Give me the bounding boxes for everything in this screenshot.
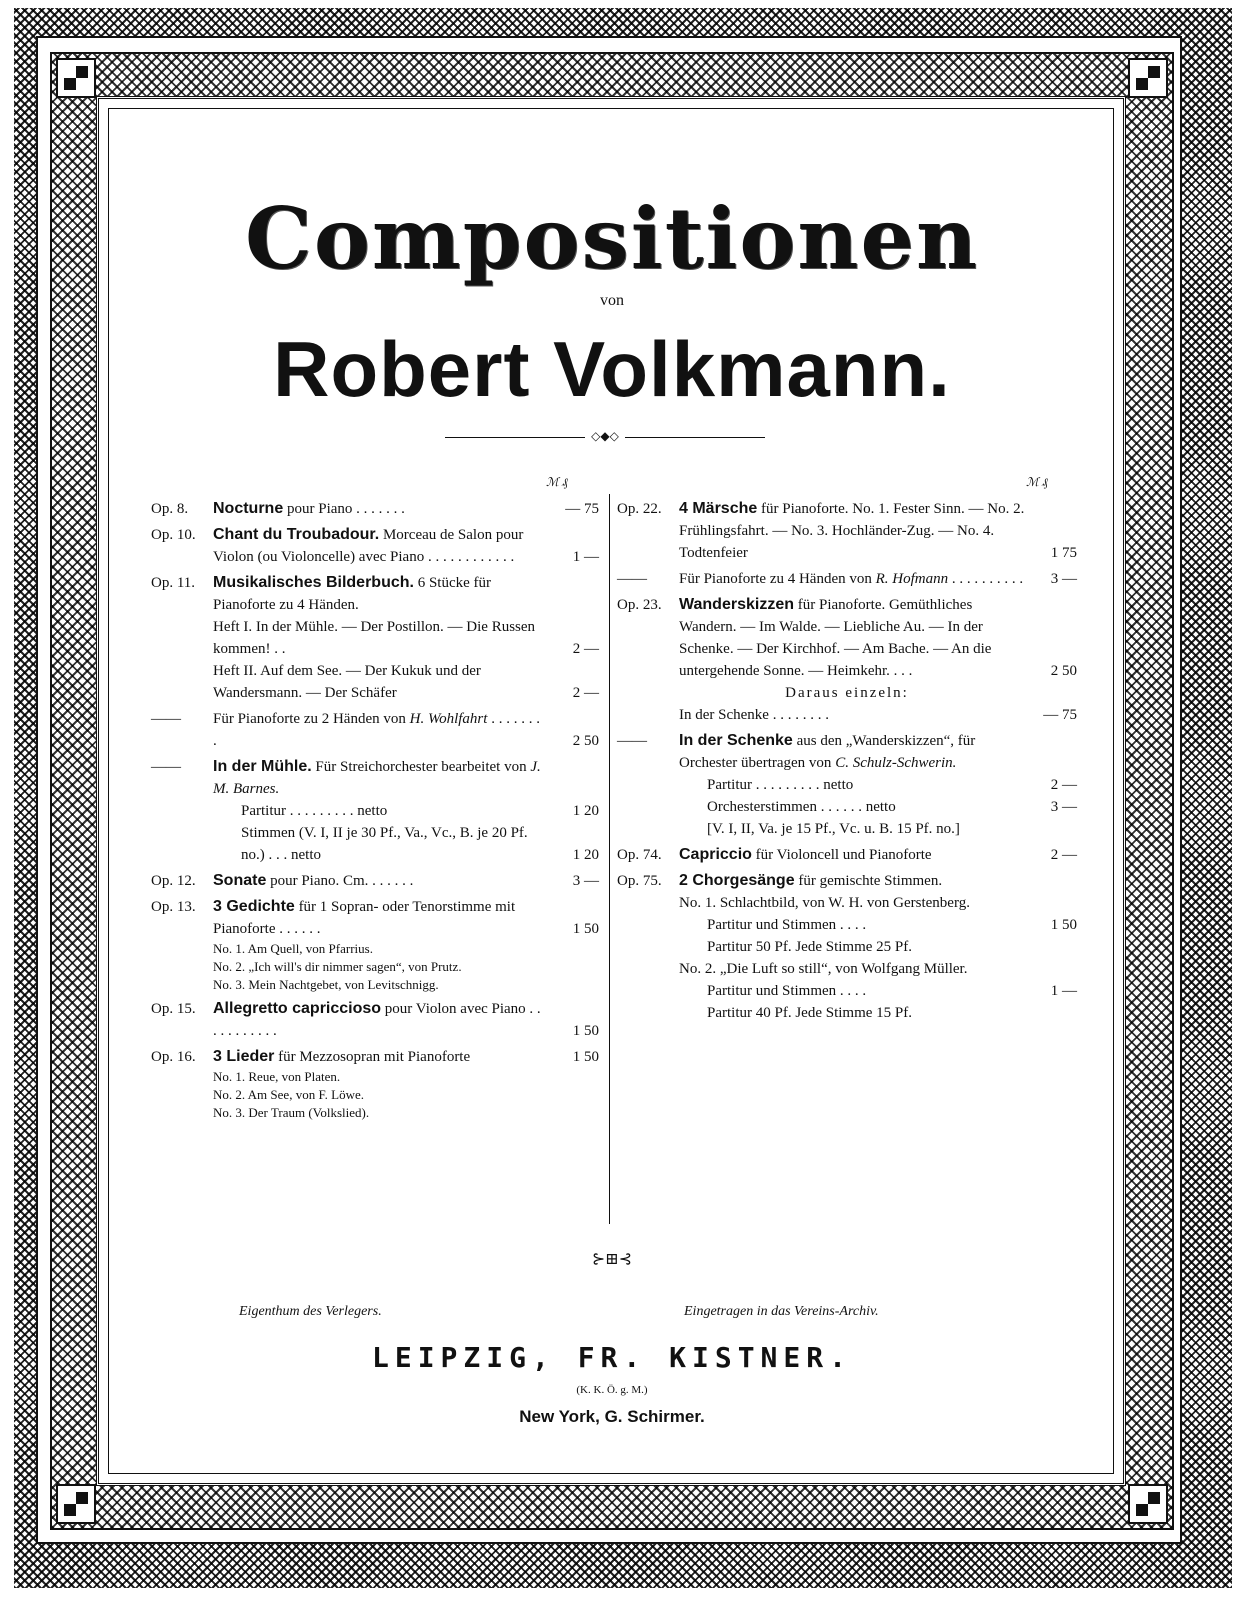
catalog-entry [617, 892, 1077, 914]
entry-description [707, 796, 1025, 818]
arranger-name: R. Hofmann [875, 571, 949, 587]
entry-edition: Partitur 40 Pf. Jede Stimme 15 Pf. [707, 1005, 912, 1021]
work-title: In der Mühle. [213, 758, 312, 775]
opus-number: Op. 74. [617, 847, 662, 863]
work-title: Wanderskizzen [679, 596, 794, 613]
catalog-entry [151, 1068, 599, 1086]
catalog-entry [151, 940, 599, 958]
entry-description [707, 1002, 1025, 1024]
catalog-entry [151, 1104, 599, 1122]
price: 1 20 [572, 803, 599, 819]
catalog-entry [617, 594, 1077, 682]
entry-edition: Orchesterstimmen . . . . . . netto [707, 799, 896, 815]
catalog-entry [617, 704, 1077, 726]
entry-description [213, 572, 547, 616]
entry-part: No. 1. Schlachtbild, von W. H. von Gerstenberg. [679, 895, 970, 911]
work-details: für 1 Sopran- oder Tenorstimme mit Pianoforte . . . . . . [213, 899, 516, 937]
entry-description [213, 998, 547, 1042]
work-details: für Pianoforte. Gemüthliches Wandern. — Im Walde. — Liebliche Au. — In der Schenke. — Der Kirchhof. — Am Bache. — An die untergehende Sonne. — Heimkehr. . . . [679, 597, 992, 679]
opus-number: Op. 10. [151, 527, 196, 543]
entry-description [213, 896, 547, 940]
price: 1 75 [1050, 545, 1077, 561]
entry-edition: Partitur und Stimmen . . . . [707, 917, 867, 933]
corner-ornament-icon [56, 58, 96, 98]
catalog-entry [617, 730, 1077, 774]
opus-number: Op. 11. [151, 575, 196, 591]
entry-part: Heft I. In der Mühle. — Der Postillon. — Die Russen kommen! . . [213, 619, 536, 657]
catalog-entry [151, 756, 599, 800]
work-title: 3 Gedichte [213, 898, 295, 915]
bottom-ornament-icon: ⊱⊞⊰ [591, 1251, 633, 1268]
price: — 75 [1043, 707, 1077, 723]
opus-number: Op. 13. [151, 899, 196, 915]
opus-number: Op. 23. [617, 597, 662, 613]
price: 2 — [572, 685, 599, 701]
entry-description [241, 822, 547, 866]
work-title: Nocturne [213, 500, 284, 517]
price: 3 — [572, 873, 599, 889]
entry-edition: Partitur . . . . . . . . . netto [707, 777, 854, 793]
catalog-entry [151, 524, 599, 568]
entry-description [241, 800, 547, 822]
entry-part: No. 2. „Die Luft so still“, von Wolfgang Müller. [679, 961, 968, 977]
entry-song: No. 3. Der Traum (Volkslied). [213, 1105, 370, 1120]
catalog-entry [617, 1002, 1077, 1024]
arranger-name: J. M. Barnes. [213, 759, 541, 797]
entry-edition: [V. I, II, Va. je 15 Pf., Vc. u. B. 15 Pf. no.] [707, 821, 960, 837]
entry-description [213, 708, 547, 752]
entry-description [213, 498, 547, 520]
catalog-entry [151, 616, 599, 660]
corner-ornament-icon [1128, 58, 1168, 98]
catalog-entry [151, 822, 599, 866]
work-details: Morceau de Salon pour Violon (ou Violoncelle) avec Piano . . . . . . . . . . . . [213, 527, 524, 565]
entry-description [679, 958, 1025, 980]
catalog-entry [151, 800, 599, 822]
arranger-name: C. Schulz-Schwerin. [835, 755, 957, 771]
opus-number: Op. 75. [617, 873, 662, 889]
work-title: In der Schenke [679, 732, 793, 749]
catalog-entry [151, 498, 599, 520]
entry-description [679, 870, 1025, 892]
entry-song: No. 2. Am See, von F. Löwe. [213, 1087, 364, 1102]
currency-header-right: ℳ ₰ [1026, 475, 1048, 489]
work-title: Allegretto capriccioso [213, 1000, 382, 1017]
opus-number: Op. 12. [151, 873, 196, 889]
page-title: Compositionen [244, 189, 980, 288]
work-details: für Mezzosopran mit Pianoforte [274, 1049, 471, 1065]
entry-description [679, 568, 1025, 590]
catalog-entry [617, 980, 1077, 1002]
arrangement-text: aus den „Wanderskizzen“, für Orchester übertragen von [679, 733, 976, 771]
price: 2 — [572, 641, 599, 657]
catalog-entry [617, 936, 1077, 958]
ditto-dash: —— [617, 733, 647, 749]
publisher-subtitle: (K. K. Ö. g. M.) [576, 1384, 648, 1396]
entry-description [213, 616, 547, 660]
catalog-entry [151, 870, 599, 892]
entry-description [707, 980, 1025, 1002]
price: 2 — [1050, 777, 1077, 793]
price: 1 50 [572, 1023, 599, 1039]
composer-name: Robert Volkmann. [273, 325, 951, 413]
work-details: für Pianoforte. No. 1. Fester Sinn. — No. 2. Frühlingsfahrt. — No. 3. Hochländer-Zug. — No. 4. Todtenfeier [679, 501, 1025, 561]
catalog-entry [617, 818, 1077, 840]
entry-description [213, 870, 547, 892]
catalog-entry [617, 498, 1077, 564]
publisher-new-york: New York, G. Schirmer. [519, 1407, 705, 1426]
column-divider [609, 494, 610, 1224]
catalog-entry [617, 870, 1077, 892]
work-details: pour Piano . . . . . . . [283, 501, 405, 517]
price: 3 — [1050, 799, 1077, 815]
catalog-entry [617, 682, 1077, 704]
corner-ornament-icon [1128, 1484, 1168, 1524]
corner-ornament-icon [56, 1484, 96, 1524]
catalog-right-column [617, 494, 1077, 1024]
entry-description [707, 818, 1025, 840]
entry-part: In der Schenke . . . . . . . . [679, 707, 829, 723]
title-page [108, 108, 1114, 1474]
entry-edition: Partitur und Stimmen . . . . [707, 983, 867, 999]
registration-notice: Eingetragen in das Vereins-Archiv. [684, 1304, 879, 1319]
entry-description [679, 730, 1025, 774]
currency-header-left: ℳ ₰ [546, 475, 568, 489]
price: 2 — [1050, 847, 1077, 863]
entry-edition: Stimmen (V. I, II je 30 Pf., Va., Vc., B. je 20 Pf. no.) . . . netto [241, 825, 528, 863]
entry-description [707, 936, 1025, 958]
entry-song: No. 3. Mein Nachtgebet, von Levitschnigg. [213, 977, 439, 992]
entry-description [679, 704, 1025, 726]
entry-heading: Daraus einzeln: [785, 685, 909, 701]
catalog-entry [151, 958, 599, 976]
arrangement-text: Für Streichorchester bearbeitet von [311, 759, 531, 775]
entry-edition: Partitur 50 Pf. Jede Stimme 25 Pf. [707, 939, 912, 955]
work-title: Capriccio [679, 846, 752, 863]
opus-number: Op. 15. [151, 1001, 196, 1017]
opus-number: Op. 22. [617, 501, 662, 517]
catalog-entry [151, 572, 599, 616]
work-title: Sonate [213, 872, 267, 889]
work-title: 3 Lieder [213, 1048, 275, 1065]
catalog-entry [151, 998, 599, 1042]
ditto-dash: —— [151, 711, 181, 727]
work-details: 6 Stücke für Pianoforte zu 4 Händen. [213, 575, 492, 613]
catalog-entry [617, 796, 1077, 818]
work-details: pour Piano. Cm. . . . . . . [266, 873, 414, 889]
leader-dots: . . . . . . . . . . [948, 571, 1024, 587]
entry-description [707, 914, 1025, 936]
price: — 75 [565, 501, 599, 517]
arrangement-text: Für Pianoforte zu 4 Händen von [679, 571, 876, 587]
publisher: LEIPZIG, FR. KISTNER. [371, 1341, 852, 1374]
work-title: 4 Märsche [679, 500, 758, 517]
price: 1 50 [1050, 917, 1077, 933]
leader-dots: . . . . . . . . [213, 711, 540, 749]
arranger-name: H. Wohlfahrt [409, 711, 488, 727]
price: 3 — [1050, 571, 1077, 587]
entry-description [213, 1046, 547, 1068]
catalog-entry [151, 896, 599, 940]
opus-number: Op. 8. [151, 501, 189, 517]
work-details: für Violoncell und Pianoforte [751, 847, 932, 863]
price: 1 20 [572, 847, 599, 863]
work-title: Chant du Troubadour. [213, 526, 380, 543]
title-divider: ◇◆◇ [445, 437, 765, 438]
entry-description [679, 498, 1025, 564]
catalog-left-column [151, 494, 599, 1122]
work-details: pour Violon avec Piano . . . . . . . . . . . [213, 1001, 541, 1039]
ditto-dash: —— [151, 759, 181, 775]
entry-description [679, 594, 1025, 682]
von-label: von [600, 292, 624, 309]
catalog-entry [617, 774, 1077, 796]
ditto-dash: —— [617, 571, 647, 587]
entry-description [707, 774, 1025, 796]
entry-description [213, 756, 547, 800]
entry-edition: Partitur . . . . . . . . . netto [241, 803, 388, 819]
entry-description [679, 892, 1025, 914]
work-details: für gemischte Stimmen. [794, 873, 943, 889]
catalog-entry [617, 844, 1077, 866]
catalog-entry [617, 568, 1077, 590]
price: 2 50 [572, 733, 599, 749]
work-title: Musikalisches Bilderbuch. [213, 574, 414, 591]
arrangement-text: Für Pianoforte zu 2 Händen von [213, 711, 410, 727]
entry-description [679, 844, 1025, 866]
entry-song: No. 2. „Ich will's dir nimmer sagen“, von Prutz. [213, 959, 462, 974]
entry-part: Heft II. Auf dem See. — Der Kukuk und der Wandersmann. — Der Schäfer [213, 663, 481, 701]
catalog-entry [151, 708, 599, 752]
entry-description [213, 660, 547, 704]
catalog-entry [151, 1046, 599, 1068]
catalog-entry [617, 914, 1077, 936]
price: 1 50 [572, 1049, 599, 1065]
catalog-entry [151, 976, 599, 994]
opus-number: Op. 16. [151, 1049, 196, 1065]
price: 1 50 [572, 921, 599, 937]
price: 1 — [572, 549, 599, 565]
work-title: 2 Chorgesänge [679, 872, 795, 889]
property-notice: Eigenthum des Verlegers. [239, 1304, 382, 1319]
price: 2 50 [1050, 663, 1077, 679]
catalog-entry [617, 958, 1077, 980]
entry-song: No. 1. Reue, von Platen. [213, 1069, 341, 1084]
catalog-entry [151, 1086, 599, 1104]
catalog-entry [151, 660, 599, 704]
entry-description [213, 524, 547, 568]
entry-song: No. 1. Am Quell, von Pfarrius. [213, 941, 373, 956]
price: 1 — [1050, 983, 1077, 999]
